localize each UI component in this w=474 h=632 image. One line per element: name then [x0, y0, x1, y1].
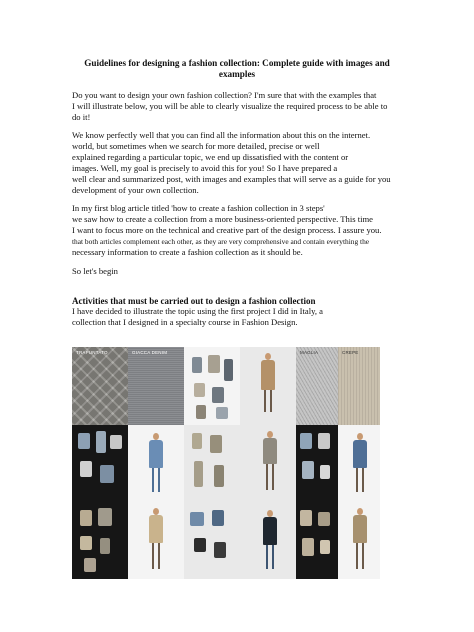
flat-sketches-panel	[296, 425, 338, 502]
flat-sketches-panel	[296, 502, 338, 579]
intro-paragraph	[72, 90, 418, 123]
fabric-label: MAGLIA	[300, 350, 319, 355]
flat-sketches-panel	[184, 502, 240, 579]
fabric-label: TRAPUNTATO	[76, 350, 108, 355]
flat-sketches-panel	[184, 347, 240, 425]
collection-collage-image	[72, 347, 380, 579]
illustration-panel	[240, 425, 296, 502]
closing-line	[72, 266, 418, 277]
illustration-panel	[338, 502, 380, 579]
section-paragraph	[72, 306, 418, 328]
denim-fabric-swatch	[128, 347, 184, 425]
paragraph-3	[72, 203, 418, 258]
closing-text: So let's begin	[72, 266, 118, 276]
paragraph-line: In my first blog article titled 'how to create a fashion collection in 3 steps'	[72, 203, 325, 213]
section-line: I have decided to illustrate the topic using the first project I did in Italy, a	[72, 306, 323, 316]
paragraph-line: We know perfectly well that you can find all the information about this on the internet.	[72, 130, 371, 140]
paragraph-line: well clear and summarized post, with images and examples that will serve as a guide for you	[72, 174, 391, 184]
intro-line: I will illustrate below, you will be able to clearly visualize the required process to be able to	[72, 101, 388, 111]
paragraph-line: images. Well, my goal is precisely to avoid this for you! So I have prepared a	[72, 163, 338, 173]
paragraph-line: world, but sometimes when we search for more detailed, precise or well	[72, 141, 320, 151]
paragraph-2	[72, 130, 418, 196]
knit-fabric-swatch	[296, 347, 338, 425]
intro-line: do it!	[72, 112, 91, 122]
paragraph-line: I want to focus more on the technical and creative part of the design process. I assure you.	[72, 225, 382, 235]
fabric-label: CREPE	[342, 350, 359, 355]
illustration-panel	[240, 347, 296, 425]
paragraph-line: necessary information to create a fashion collection as it should be.	[72, 247, 303, 257]
paragraph-line: explained regarding a particular topic, we end up dissatisfied with the content or	[72, 152, 349, 162]
section-heading: Activities that must be carried out to design a fashion collection	[72, 296, 316, 306]
illustration-panel	[338, 425, 380, 502]
flat-sketches-panel	[72, 502, 128, 579]
paragraph-line: we saw how to create a collection from a more business-oriented perspective. This time	[72, 214, 373, 224]
document-title: Guidelines for designing a fashion collection: Complete guide with images and examples	[84, 58, 390, 79]
section-line: collection that I designed in a specialty course in Fashion Design.	[72, 317, 298, 327]
fabric-label: GIACCA DENIM	[132, 350, 168, 355]
illustration-panel	[128, 502, 184, 579]
flat-sketches-panel	[72, 425, 128, 502]
intro-line: Do you want to design your own fashion collection? I'm sure that with the examples that	[72, 90, 377, 100]
paragraph-line: that both articles complement each other, as they are very comprehensive and contain everything the	[72, 237, 370, 246]
paragraph-line: development of your own collection.	[72, 185, 199, 195]
quilted-fabric-swatch	[72, 347, 128, 425]
flat-sketches-panel	[184, 425, 240, 502]
illustration-panel	[128, 425, 184, 502]
illustration-panel	[240, 502, 296, 579]
crepe-fabric-swatch	[338, 347, 380, 425]
